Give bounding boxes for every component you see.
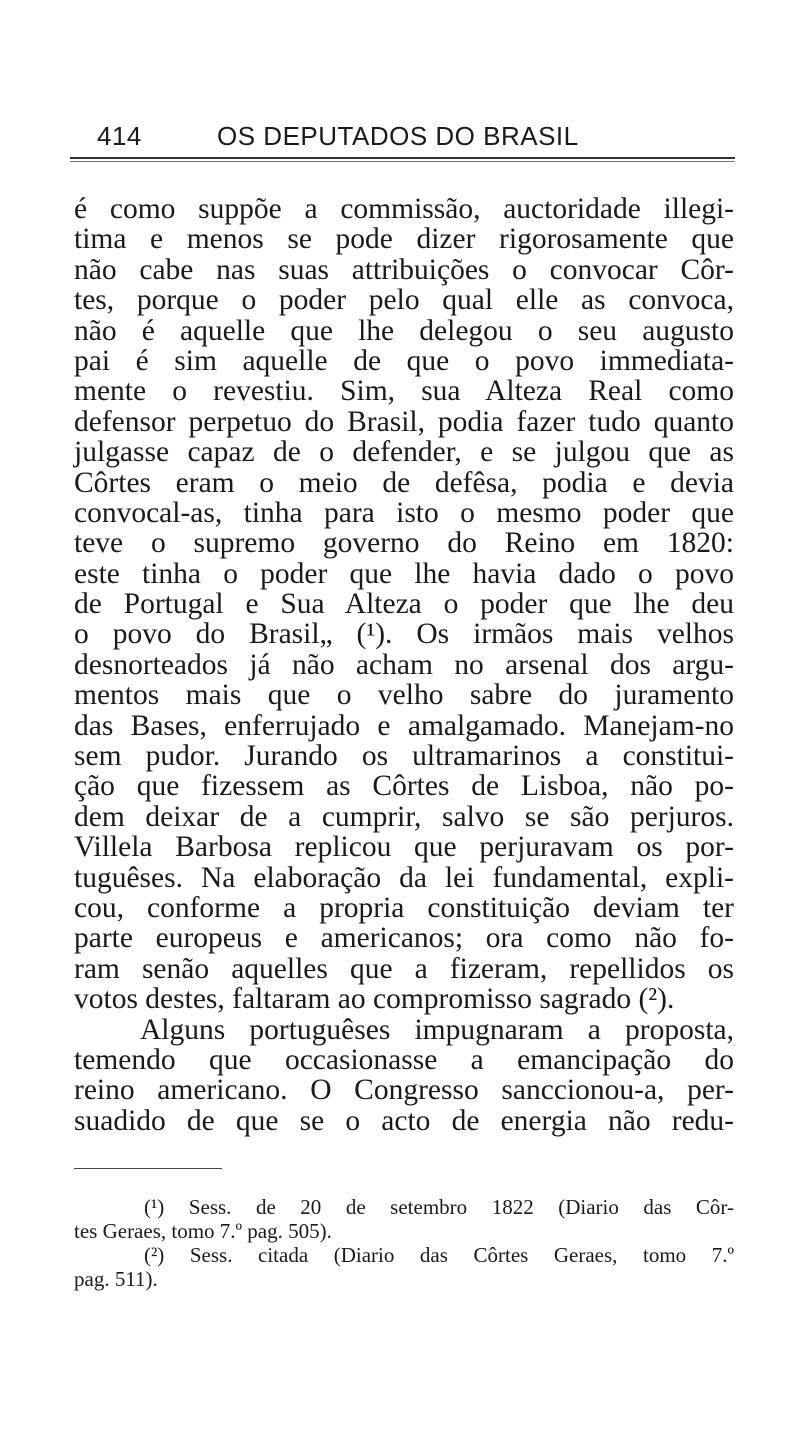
text-line: sem pudor. Jurando os ultramarinos a constitui- [74, 740, 734, 773]
footnote-line: (²) Sess. citada (Diario das Côrtes Geraes, tomo 7.º [144, 1243, 734, 1267]
text-line: teve o supremo governo do Reino em 1820: [74, 527, 734, 560]
text-line: suadido de que se o acto de energia não redu- [74, 1104, 734, 1137]
text-line: mente o revestiu. Sim, sua Alteza Real como [74, 375, 734, 408]
text-line: este tinha o poder que lhe havia dado o povo [74, 557, 734, 590]
text-line: temendo que occasionasse a emancipação do [74, 1043, 734, 1076]
text-line: votos destes, faltaram ao compromisso sagrado (²). [74, 983, 675, 1016]
text-line-paragraph-start: Alguns portuguêses impugnaram a proposta, [140, 1013, 734, 1046]
text-line: dem deixar de a cumprir, salvo se são perjuros. [74, 800, 734, 833]
text-line: reino americano. O Congresso sanccionou-a, per- [74, 1074, 734, 1107]
footnote-line: (¹) Sess. de 20 de setembro 1822 (Diario das Côr- [144, 1195, 734, 1219]
page-header [97, 118, 737, 154]
page-number: 414 [97, 121, 142, 151]
header-rule [70, 157, 735, 159]
text-line: defensor perpetuo do Brasil, podia fazer tudo quanto [74, 405, 734, 438]
text-line: não é aquelle que lhe delegou o seu augusto [74, 314, 734, 347]
text-line: parte europeus e americanos; ora como não fo- [74, 922, 734, 955]
text-line: ram senão aquelles que a fizeram, repellidos os [74, 952, 734, 985]
text-line: pai é sim aquelle de que o povo immediata- [74, 344, 734, 377]
text-line: das Bases, enferrujado e amalgamado. Manejam-no [74, 709, 734, 742]
body-text [74, 194, 734, 1136]
text-line: tes, porque o poder pelo qual elle as convoca, [74, 284, 734, 317]
text-line: convocal-as, tinha para isto o mesmo poder que [74, 496, 734, 529]
text-line: não cabe nas suas attribuições o convocar Côr- [74, 253, 734, 286]
text-line: cou, conforme a propria constituição deviam ter [74, 891, 734, 924]
text-line: julgasse capaz de o defender, e se julgou que as [74, 436, 734, 469]
text-line: Villela Barbosa replicou que perjuravam os por- [74, 831, 734, 864]
text-line: tuguêses. Na elaboração da lei fundamental, expli- [74, 861, 734, 894]
footnotes [74, 1195, 734, 1291]
header-rule-secondary [70, 161, 735, 162]
text-line: ção que fizessem as Côrtes de Lisboa, não po- [74, 770, 734, 803]
text-line: mentos mais que o velho sabre do juramento [74, 679, 734, 712]
footnote-rule [74, 1168, 222, 1169]
footnote-line: pag. 511). [74, 1267, 158, 1291]
footnote-line: tes Geraes, tomo 7.º pag. 505). [74, 1219, 332, 1243]
text-line: desnorteados já não acham no arsenal dos argu- [74, 648, 734, 681]
text-line: tima e menos se pode dizer rigorosamente que [74, 223, 734, 256]
running-title: OS DEPUTADOS DO BRASIL [217, 121, 579, 151]
text-line: o povo do Brasil„ (¹). Os irmãos mais velhos [74, 618, 734, 651]
text-line: é como suppõe a commissão, auctoridade illegi- [74, 193, 734, 225]
text-line: de Portugal e Sua Alteza o poder que lhe deu [74, 588, 734, 621]
text-line: Côrtes eram o meio de defêsa, podia e devia [74, 466, 734, 499]
